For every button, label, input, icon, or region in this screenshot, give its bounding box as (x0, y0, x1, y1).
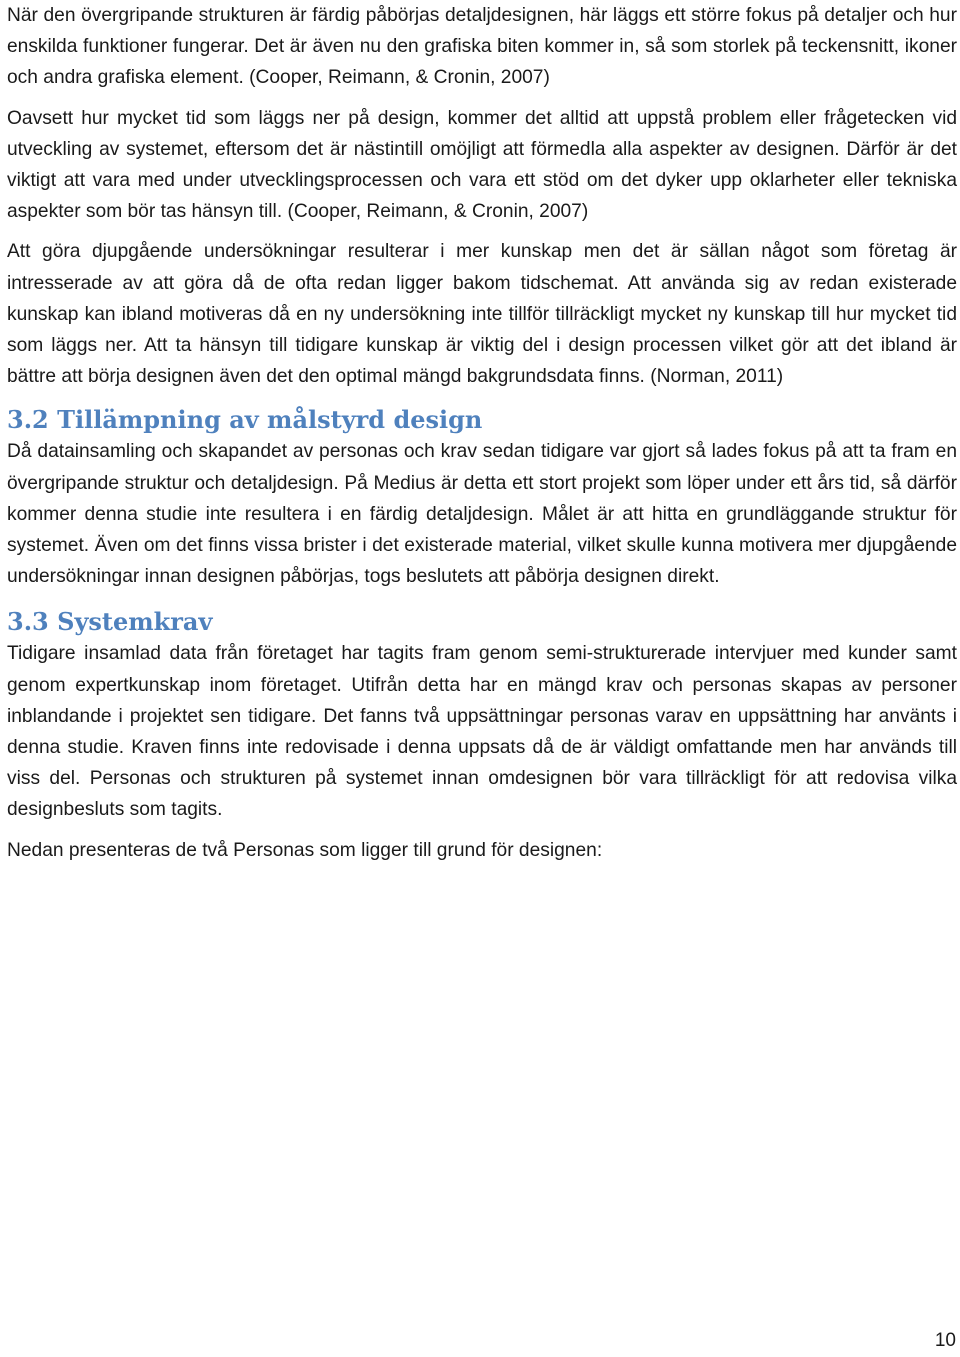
section-heading-3-3: 3.3 Systemkrav (7, 607, 213, 637)
document-page (7, 0, 957, 866)
paragraph-personas-intro: Nedan presenteras de två Personas som ligger till grund för designen: (7, 839, 603, 861)
page-number: 10 (934, 1330, 956, 1351)
paragraph-system-requirements: Tidigare insamlad data från företaget har tagits fram genom semi-strukturerade intervjuer med kunder samt genom expertkunskap inom företaget. Utifrån detta har en mängd krav och personas skapas av personer inblandande i projektet sen tidigare. Det fanns två uppsättningar personas varav en uppsättning har använts i denna studie. Kraven finns inte redovisade i denna uppsats då de är väldigt omfattande men har används till viss del. Personas och strukturen på systemet innan omdesignen bör vara tillräckligt för att redovisa vilka designbesluts som tagits. (7, 643, 957, 821)
paragraph-detail-design: När den övergripande strukturen är färdig påbörjas detaljdesignen, här läggs ett större fokus på detaljer och hur enskilda funktioner fungerar. Det är även nu den grafiska biten kommer in, så som storlek på teckensnitt, ikoner och andra grafiska element. (Cooper, Reimann, & Cronin, 2007) (7, 5, 957, 89)
paragraph-design-problems: Oavsett hur mycket tid som läggs ner på design, kommer det alltid att uppstå problem eller frågetecken vid utveckling av systemet, eftersom det är nästintill omöjligt att förmedla alla aspekter av designen. Därför är det viktigt att vara med under utvecklingsprocessen och vara ett stöd om det dyker upp oklarheter eller tekniska aspekter som bör tas hänsyn till. (Cooper, Reimann, & Cronin, 2007) (7, 107, 957, 223)
paragraph-goal-directed-application: Då datainsamling och skapandet av personas och krav sedan tidigare var gjort så lades fokus på att ta fram en övergripande struktur och detaljdesign. På Medius är detta ett stort projekt som löper under ett års tid, så därför kommer denna studie inte resultera i en färdig detaljdesign. Målet är att hitta en grundläggande struktur för systemet. Även om det finns vissa brister i det existerade material, vilket skulle kunna motivera mer djupgående undersökningar innan designen påbörjas, togs beslutets att påbörja designen direkt. (7, 441, 957, 588)
section-heading-3-2: 3.2 Tillämpning av målstyrd design (7, 405, 483, 435)
paragraph-existing-knowledge: Att göra djupgående undersökningar resulterar i mer kunskap men det är sällan något som företag är intresserade av att göra då de ofta redan ligger bakom tidschemat. Att använda sig av redan existerade kunskap kan ibland motiveras då en ny undersökning inte tillför tillräckligt mycket ny kunskap till hur mycket tid som läggs ner. Att ta hänsyn till tidigare kunskap är viktig del i design processen vilket gör att det ibland är bättre att börja designen även det den optimal mängd bakgrundsdata finns. (Norman, 2011) (7, 241, 957, 388)
